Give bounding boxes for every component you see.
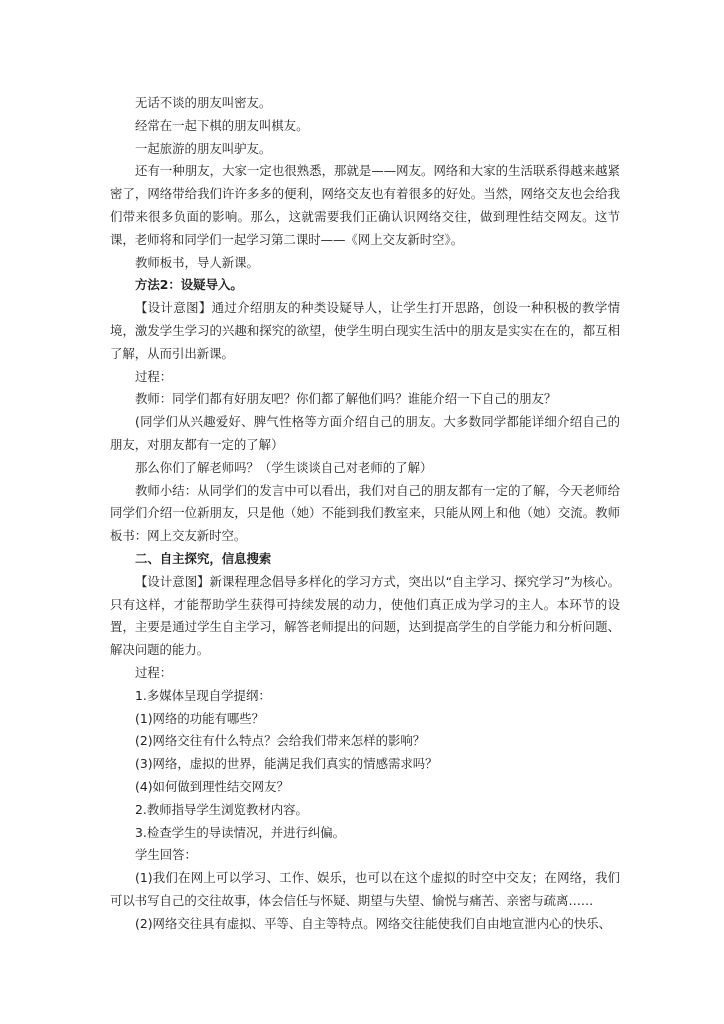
list-item: 3.检查学生的导读情况，并进行纠偏。 bbox=[135, 824, 346, 840]
list-item: (3)网络，虚拟的世界，能满足我们真实的情感需求吗？ bbox=[135, 756, 438, 772]
paragraph: 教师小结：从同学们的发言中可以看出，我们对自己的朋友都有一定的了解，今天老师给同学们介绍一位新朋友，只是他（她）不能到我们教室来，只能从网上和他（她）交流。教师板书：网上交友新时空。 bbox=[110, 482, 620, 544]
paragraph: 还有一种朋友，大家一定也很熟悉，那就是——网友。网络和大家的生活联系得越来越紧密了，网络带给我们许许多多的便利，网络交友也有着很多的好处。当然，网络交友也会给我们带来很多负面的影响。那么，这就需要我们正确认识网络交往，做到理性结交网友。这节课，老师将和同学们一起学习第二课时——《网上交友新时空》。 bbox=[110, 163, 620, 247]
list-item: (2)网络交往有什么特点？会给我们带来怎样的影响？ bbox=[135, 733, 426, 749]
paragraph: 过程： bbox=[135, 664, 173, 680]
list-item: (4)如何做到理性结交网友？ bbox=[135, 778, 289, 794]
paragraph: 教师板书，导人新课。 bbox=[135, 254, 259, 270]
section-heading: 二、自主探究，信息搜索 bbox=[135, 550, 272, 566]
paragraph: (1)我们在网上可以学习、工作、娱乐，也可以在这个虚拟的时空中交友；在网络，我们可以书写自己的交往故事，体会信任与怀疑、期望与失望、愉悦与痛苦、亲密与疏离…… bbox=[110, 870, 620, 908]
paragraph: 过程： bbox=[135, 368, 173, 384]
paragraph: 【设计意图】新课程理念倡导多样化的学习方式，突出以“自主学习、探究学习”为核心。只有这样，才能帮助学生获得可持续发展的动力，使他们真正成为学习的主人。本环节的设置，主要是通过学生自主学习，解答老师提出的问题，达到提高学生的自学能力和分析问题、解决问题的能力。 bbox=[110, 573, 620, 658]
paragraph: 学生回答： bbox=[135, 847, 197, 863]
paragraph: 教师：同学们都有好朋友吧？你们都了解他们吗？谁能介绍一下自己的朋友？ bbox=[135, 391, 557, 407]
list-item: (1)网络的功能有哪些？ bbox=[135, 710, 265, 726]
document-page bbox=[110, 92, 620, 935]
list-item: 2.教师指导学生浏览教材内容。 bbox=[135, 801, 308, 817]
paragraph: (2)网络交往具有虚拟、平等、自主等特点。网络交往能使我们自由地宣泄内心的快乐、 bbox=[135, 915, 612, 931]
section-heading: 方法2：设疑导入。 bbox=[135, 277, 243, 293]
list-item: 1.多媒体呈现自学提纲： bbox=[135, 687, 271, 703]
paragraph: (同学们从兴趣爱好、脾气性格等方面介绍自己的朋友。大多数同学都能详细介绍自己的朋友，对朋友都有一定的了解） bbox=[110, 414, 620, 452]
paragraph: 无话不谈的朋友叫密友。 bbox=[135, 95, 272, 110]
paragraph: 那么你们了解老师吗？（学生谈谈自己对老师的了解） bbox=[135, 459, 433, 475]
paragraph: 经常在一起下棋的朋友叫棋友。 bbox=[135, 117, 309, 133]
paragraph: 一起旅游的朋友叫驴友。 bbox=[135, 140, 272, 156]
paragraph: 【设计意图】通过介绍朋友的种类设疑导人，让学生打开思路，创设一种积极的教学情境，激发学生学习的兴趣和探究的欲望，使学生明白现实生活中的朋友是实实在在的，都互相了解，从而引出新课。 bbox=[110, 300, 620, 361]
